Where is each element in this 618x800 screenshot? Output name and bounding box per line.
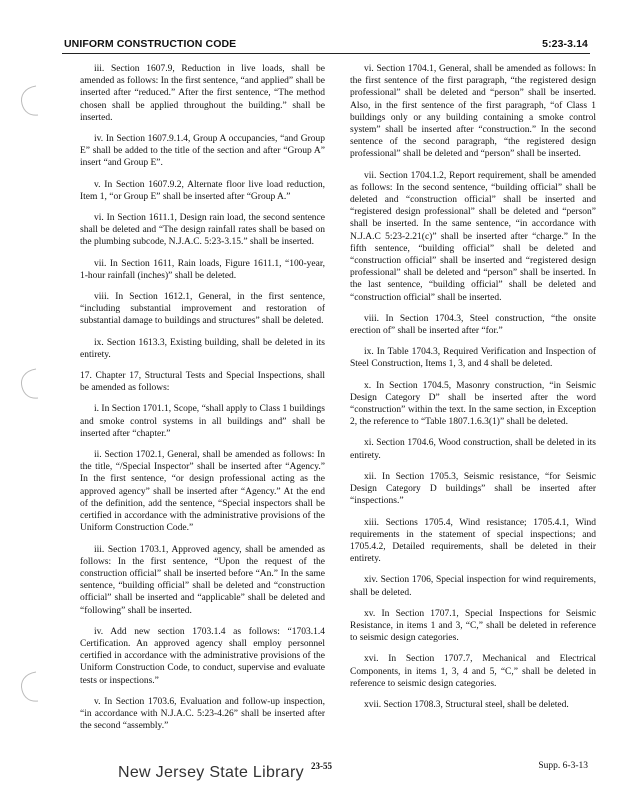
left-column bbox=[80, 63, 325, 741]
paragraph: xiv. Section 1706, Special inspection for wind requirements, shall be deleted. bbox=[350, 575, 596, 598]
paragraph: viii. In Section 1704.3, Steel construction, “the onsite erection of” shall be inserted after “for.” bbox=[350, 313, 596, 337]
paragraph: v. In Section 1607.9.2, Alternate floor live load reduction, Item 1, “or Group E” shall be inserted after “Group A.” bbox=[80, 179, 325, 202]
paragraph: iii. Section 1607.9, Reduction in live loads, shall be amended as follows: In the first sentence, “and applied” shall be inserted after “reduced.” After the first sentence, “The method chosen shall be applied throughout the building.” shall be inserted. bbox=[80, 64, 325, 123]
paragraph: ii. Section 1702.1, General, shall be amended as follows: In the title, “/Special Inspector” shall be inserted after “Agency.” In the first sentence, “or design professional acting as the approved agency” shall be inserted after “Agency.” At the end of the definition, add the sentence, “Special inspectors shall be certified in accordance with the administrative provisions of the Uniform Construction Code.” bbox=[80, 450, 325, 534]
paragraph: vi. Section 1704.1, General, shall be amended as follows: In the first sentence of the first paragraph, “the registered design professional” shall be deleted and “person” shall be inserted. Also, in the first sentence of the first paragraph, “of Class 1 buildings only or any building containing a smoke control system” shall be inserted after “construction.” In the second sentence of the second paragraph, “the registered design professional” shall be deleted and “person” shall be inserted. bbox=[350, 64, 596, 160]
paragraph: viii. In Section 1612.1, General, in the first sentence, “including substantial improvement and restoration of substantial damage to buildings and structures” shall be deleted. bbox=[80, 292, 325, 327]
paragraph: xvii. Section 1708.3, Structural steel, shall be deleted. bbox=[364, 699, 569, 710]
running-header-section: 5:23-3.14 bbox=[542, 38, 588, 50]
paragraph: xiii. Sections 1705.4, Wind resistance; 1705.4.1, Wind requirements in the statement of special inspections; and 1705.4.2, Detailed requirements, shall be deleted in their entirety. bbox=[350, 517, 596, 565]
paragraph: iii. Section 1703.1, Approved agency, shall be amended as follows: In the first sentence, “Upon the request of the construction official” shall be inserted before “An.” In the same sentence, “building official” shall be deleted and “construction official” shall be inserted and “applicable” shall be deleted and “following” shall be inserted. bbox=[80, 544, 325, 616]
paragraph: iv. In Section 1607.9.1.4, Group A occupancies, “and Group E” shall be added to the title of the section and after “Group A” insert “and Group E”. bbox=[80, 134, 325, 169]
page-number: 23-55 bbox=[311, 761, 332, 771]
paragraph: iv. Add new section 1703.1.4 as follows: “1703.1.4 Certification. An approved agency shall employ personnel certified in accordance with the administrative provisions of the Uniform Construction Code, to conduct, supervise and evaluate tests or inspections.” bbox=[80, 626, 325, 686]
paragraph: ix. In Table 1704.3, Required Verification and Inspection of Steel Construction, Items 1, 3, and 4 shall be deleted. bbox=[350, 347, 596, 370]
paragraph: xi. Section 1704.6, Wood construction, shall be deleted in its entirety. bbox=[350, 438, 596, 461]
chapter-heading: 17. Chapter 17, Structural Tests and Special Inspections, shall be amended as follows: bbox=[80, 371, 325, 394]
paragraph: x. In Section 1704.5, Masonry construction, “in Seismic Design Category D” shall be inserted after the word “construction” within the text. In the same section, in Exception 2, the reference to “Table 1807.1.6.3(1)” shall be deleted. bbox=[350, 380, 596, 428]
paragraph: i. In Section 1701.1, Scope, “shall apply to Class 1 buildings and smoke control systems in all buildings and” shall be inserted after “chapter.” bbox=[80, 404, 325, 439]
header-rule bbox=[62, 53, 590, 54]
paragraph: xii. In Section 1705.3, Seismic resistance, “for Seismic Design Category D buildings” shall be inserted after “inspections.” bbox=[350, 471, 596, 507]
supplement-date: Supp. 6-3-13 bbox=[538, 761, 588, 771]
punch-hole-icon bbox=[16, 668, 44, 706]
punch-hole-icon bbox=[16, 365, 44, 403]
paragraph: vi. In Section 1611.1, Design rain load, the second sentence shall be deleted and “The design rainfall rates shall be based on the plumbing subcode, N.J.A.C. 5:23-3.15.” shall be inserted. bbox=[80, 213, 325, 248]
paragraph: xv. In Section 1707.1, Special Inspections for Seismic Resistance, in items 1 and 3, “C,” shall be deleted in reference to seismic design categories. bbox=[350, 608, 596, 644]
paragraph: vii. In Section 1611, Rain loads, Figure 1611.1, “100-year, 1-hour rainfall (inches)” shall be deleted. bbox=[80, 258, 325, 281]
paragraph: v. In Section 1703.6, Evaluation and follow-up inspection, “in accordance with N.J.A.C. 5:23-4.26” shall be inserted after the second “assembly.” bbox=[80, 696, 325, 732]
running-header-title: UNIFORM CONSTRUCTION CODE bbox=[64, 38, 237, 50]
library-watermark: New Jersey State Library bbox=[118, 764, 304, 781]
right-column bbox=[350, 63, 596, 720]
punch-hole-icon bbox=[16, 82, 44, 120]
paragraph: xvi. In Section 1707.7, Mechanical and Electrical Components, in items 1, 3, 4 and 5, “C,” shall be deleted in reference to seismic design categories. bbox=[350, 654, 596, 689]
paragraph: vii. Section 1704.1.2, Report requirement, shall be amended as follows: In the second sentence, “building official” shall be deleted and “construction official” shall be inserted and “registered design professional” shall be deleted and “person” shall be inserted. In the same sentence, “in accordance with N.J.A.C 5:23-2.21(c)” shall be inserted after “charge.” In the fifth sentence, “building official” shall be deleted and “construction official” shall be inserted and “registered design professional” shall be deleted and “person” shall be inserted. In the last sentence, “building official” shall be deleted and “construction official” shall be inserted. bbox=[350, 170, 596, 303]
paragraph: ix. Section 1613.3, Existing building, shall be deleted in its entirety. bbox=[80, 337, 325, 360]
